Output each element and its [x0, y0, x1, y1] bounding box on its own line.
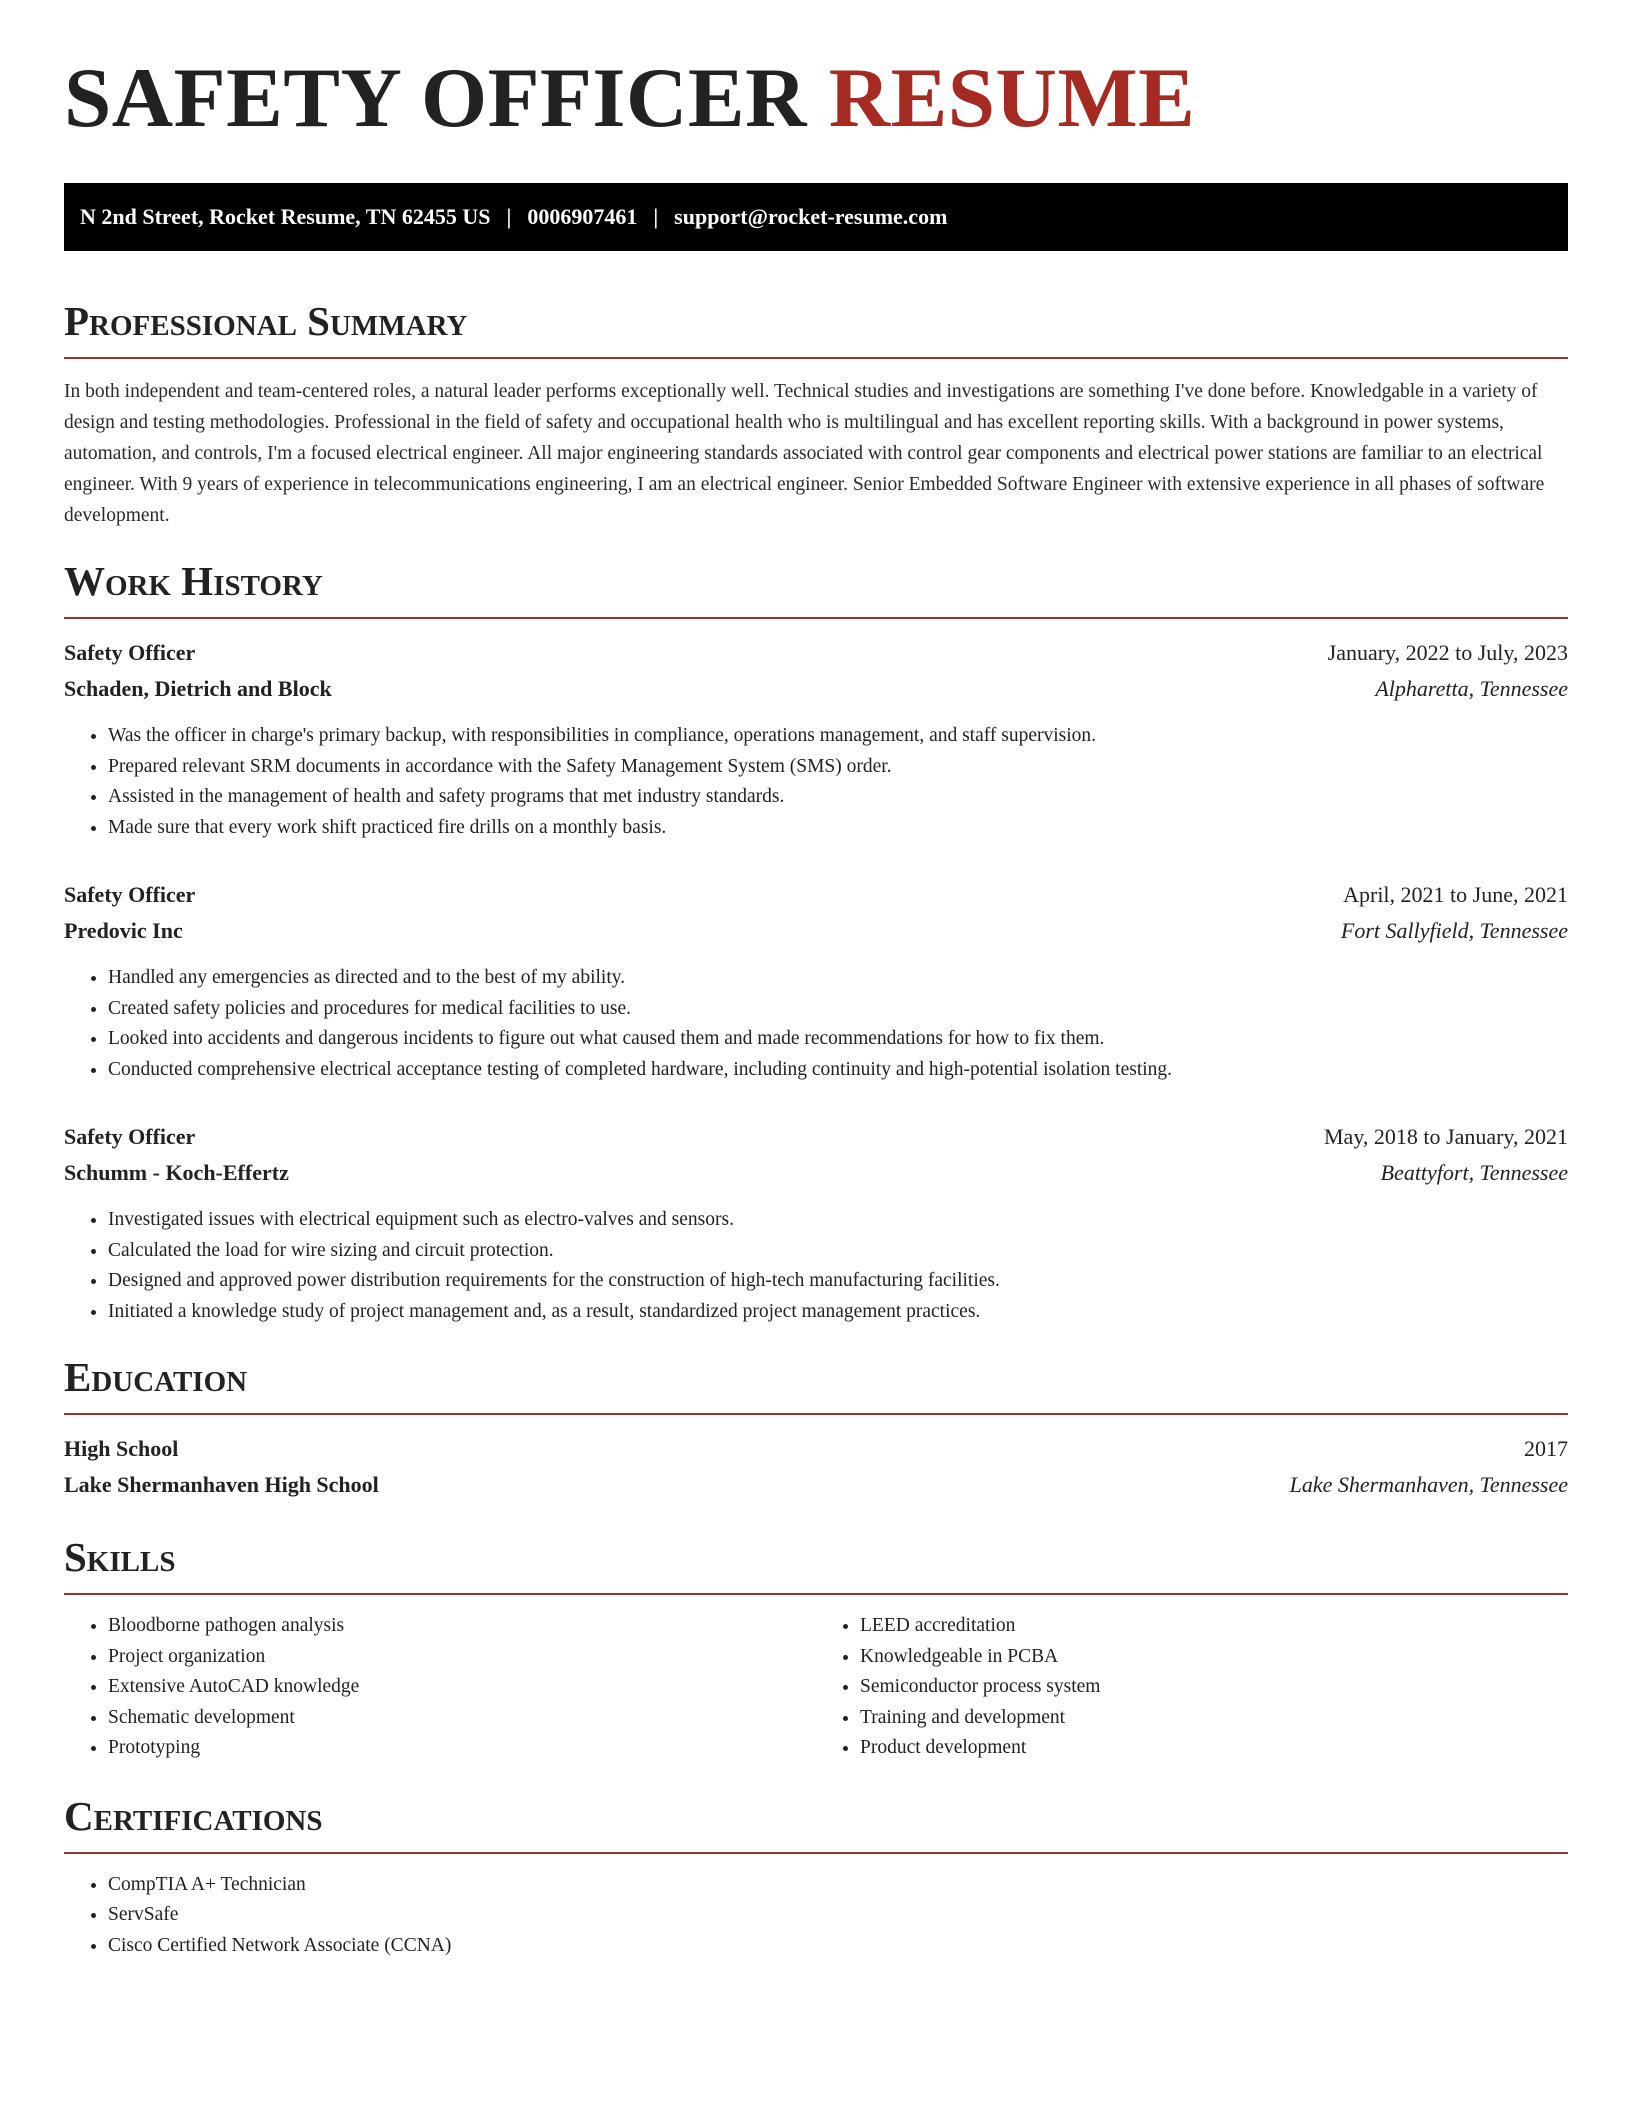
work-history-heading: Work History [64, 558, 323, 604]
education-location: Lake Shermanhaven, Tennessee [1289, 1472, 1568, 1497]
job-dates: January, 2022 to July, 2023 [1327, 640, 1568, 665]
resume-page [64, 0, 1568, 1961]
list-item: • Semiconductor process system [860, 1672, 1568, 1703]
job-bullets [64, 963, 1568, 1085]
list-item: • LEED accreditation [860, 1611, 1568, 1642]
job-bullets [64, 1205, 1568, 1327]
skills-list-left [64, 1611, 816, 1764]
section-divider [64, 617, 1568, 619]
section-divider [64, 1593, 1568, 1595]
job-entry [64, 635, 1568, 843]
list-item: • Investigated issues with electrical equipment such as electro-valves and sensors. [108, 1205, 1568, 1236]
list-item: • Designed and approved power distribution requirements for the construction of high-tech manufacturing facilities. [108, 1266, 1568, 1297]
list-item: • Made sure that every work shift practiced fire drills on a monthly basis. [108, 813, 1568, 844]
job-header-row [64, 1119, 1568, 1155]
list-item: • Bloodborne pathogen analysis [108, 1611, 816, 1642]
education-entry [64, 1431, 1568, 1503]
job-title: Safety Officer [64, 640, 196, 665]
list-item: • Project organization [108, 1642, 816, 1673]
job-dates: May, 2018 to January, 2021 [1324, 1124, 1568, 1149]
list-item: • Initiated a knowledge study of project management and, as a result, standardized project management practices. [108, 1297, 1568, 1328]
list-item: • Schematic development [108, 1703, 816, 1734]
job-bullets [64, 721, 1568, 843]
contact-bar [64, 183, 1568, 251]
education-year: 2017 [1524, 1436, 1568, 1461]
list-item: • Prepared relevant SRM documents in accordance with the Safety Management System (SMS) order. [108, 752, 1568, 783]
section-divider [64, 1413, 1568, 1415]
job-company: Predovic Inc [64, 918, 183, 943]
summary-text: In both independent and team-centered roles, a natural leader performs exceptionally well. Technical studies and investigations are something I've done before. Knowledgable in a variety of design and testing methodologies. Professional in the field of safety and occupational health who is multilingual and has excellent reporting skills. With a background in power systems, automation, and controls, I'm a focused electrical engineer. All major engineering standards associated with control gear components and electrical power stations are familiar to an electrical engineer. With 9 years of experience in telecommunications engineering, I am an electrical engineer. Senior Embedded Software Engineer with extensive experience in all phases of software development. [64, 381, 1545, 526]
list-item: • CompTIA A+ Technician [108, 1870, 1568, 1901]
certifications-section [64, 1792, 1568, 1962]
contact-email[interactable]: support@rocket-resume.com [674, 204, 948, 229]
education-school-row [64, 1467, 1568, 1503]
job-company: Schaden, Dietrich and Block [64, 676, 332, 701]
job-company-row [64, 671, 1568, 707]
contact-address: N 2nd Street, Rocket Resume, TN 62455 US [80, 204, 491, 229]
certifications-heading: Certifications [64, 1792, 323, 1839]
skills-grid [64, 1611, 1568, 1764]
title-accent: RESUME [828, 51, 1196, 145]
section-divider [64, 1852, 1568, 1854]
list-item: • Handled any emergencies as directed and to the best of my ability. [108, 963, 1568, 994]
contact-separator: | [653, 204, 659, 229]
job-company-row [64, 1155, 1568, 1191]
job-entry [64, 1119, 1568, 1327]
list-item: • Calculated the load for wire sizing and circuit protection. [108, 1236, 1568, 1267]
list-item: • ServSafe [108, 1900, 1568, 1931]
summary-heading: Professional Summary [64, 298, 468, 344]
work-history-section [64, 558, 1568, 1327]
job-entry [64, 877, 1568, 1085]
list-item: • Created safety policies and procedures for medical facilities to use. [108, 994, 1568, 1025]
education-heading: Education [64, 1354, 248, 1400]
resume-title [64, 51, 1568, 145]
job-company: Schumm - Koch-Effertz [64, 1160, 289, 1185]
job-location: Fort Sallyfield, Tennessee [1340, 918, 1568, 943]
summary-section [64, 298, 1568, 531]
list-item: • Knowledgeable in PCBA [860, 1642, 1568, 1673]
job-company-row [64, 913, 1568, 949]
job-header-row [64, 877, 1568, 913]
list-item: • Product development [860, 1733, 1568, 1764]
job-dates: April, 2021 to June, 2021 [1343, 882, 1568, 907]
list-item: • Conducted comprehensive electrical acceptance testing of completed hardware, including continuity and high-potential isolation testing. [108, 1055, 1568, 1086]
contact-separator: | [506, 204, 512, 229]
skills-heading: Skills [64, 1534, 176, 1580]
education-section [64, 1354, 1568, 1503]
list-item: • Looked into accidents and dangerous incidents to figure out what caused them and made recommendations for how to fix them. [108, 1024, 1568, 1055]
education-school: Lake Shermanhaven High School [64, 1472, 379, 1497]
job-header-row [64, 635, 1568, 671]
list-item: • Cisco Certified Network Associate (CCNA) [108, 1931, 1568, 1962]
list-item: • Extensive AutoCAD knowledge [108, 1672, 816, 1703]
education-degree: High School [64, 1436, 179, 1461]
section-divider [64, 357, 1568, 359]
skills-list-right [816, 1611, 1568, 1764]
contact-phone[interactable]: 0006907461 [527, 204, 638, 229]
skills-section [64, 1534, 1568, 1764]
education-header-row [64, 1431, 1568, 1467]
list-item: • Assisted in the management of health and safety programs that met industry standards. [108, 782, 1568, 813]
certifications-list [64, 1870, 1568, 1962]
job-title: Safety Officer [64, 1124, 196, 1149]
list-item: • Was the officer in charge's primary backup, with responsibilities in compliance, operations management, and staff supervision. [108, 721, 1568, 752]
list-item: • Prototyping [108, 1733, 816, 1764]
job-location: Alpharetta, Tennessee [1375, 676, 1568, 701]
job-title: Safety Officer [64, 882, 196, 907]
job-location: Beattyfort, Tennessee [1380, 1160, 1568, 1185]
title-main: SAFETY OFFICER [64, 51, 807, 145]
list-item: • Training and development [860, 1703, 1568, 1734]
